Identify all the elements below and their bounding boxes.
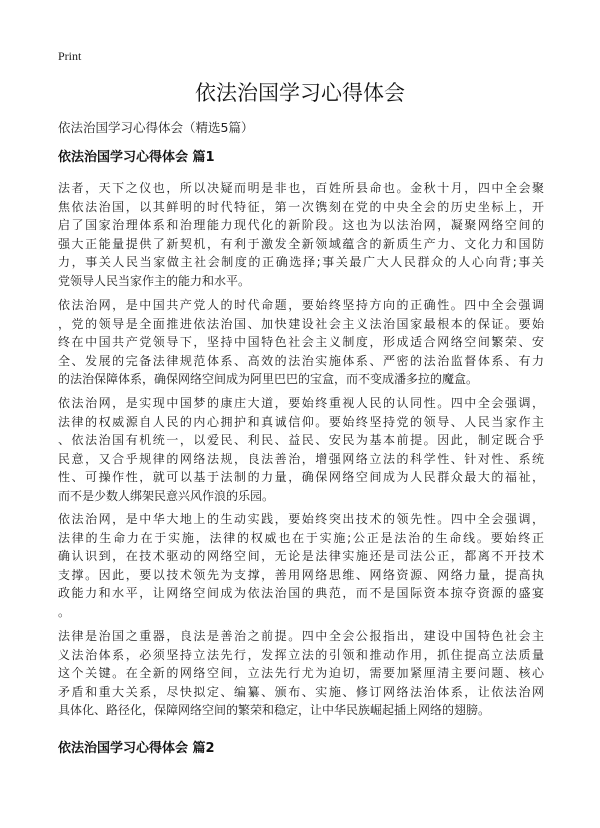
text-line: 确认识到，在技术驱动的网络空间，无论是法律实施还是司法公正，都离不开技术	[58, 549, 544, 563]
text-line: 这个关键。在全新的网络空间，立法先行尤为迫切，需要加紧厘清主要问题、核心	[58, 666, 544, 680]
text-line: 支撑。因此，要以技术领先为支撑，善用网络思维、网络资源、网络力量，提高执	[58, 567, 544, 582]
text-line: 启了国家治理体系和治理能力现代化的新阶段。这也为以法治网，凝聚网络空间的	[58, 218, 544, 232]
section-heading-1: 依法治国学习心得体会 篇1	[58, 150, 215, 165]
paragraph-1	[58, 179, 544, 290]
text-line: 具体化、路径化，保障网络空间的繁荣和稳定，让中华民族崛起插上网络的翅膀。	[58, 703, 491, 717]
text-line: 力，事关人民当家做主社会制度的正确选择;事关最广大人民群众的人心向背;事关	[58, 255, 544, 269]
text-line: 法者，天下之仪也，所以决疑而明是非也，百姓所县命也。金秋十月，四中全会聚	[58, 181, 544, 195]
document-title: 依法治国学习心得体会	[195, 81, 405, 105]
text-line: 终在中国共产党领导下，坚持中国特色社会主义制度，形成适合网络空间繁荣、安	[58, 335, 544, 349]
text-line: 法律的权威源自人民的内心拥护和真诚信仰。要始终坚持党的领导、人民当家作主	[58, 414, 544, 429]
text-line: 全、发展的完备法律规范体系、高效的法治实施体系、严密的法治监督体系、有力	[58, 353, 544, 368]
text-line: 。	[58, 604, 71, 619]
text-line: 依法治网，是中国共产党人的时代命题，要始终坚持方向的正确性。四中全会强调	[58, 298, 544, 312]
text-line: 法律是治国之重器，良法是善治之前提。四中全会公报指出，建设中国特色社会主	[58, 629, 544, 643]
text-line: 党领导人民当家作主的能力和水平。	[58, 273, 251, 288]
text-line: 的法治保障体系，确保网络空间成为阿里巴巴的宝盒，而不变成潘多拉的魔盒。	[58, 372, 479, 386]
text-line: ，党的领导是全面推进依法治国、加快建设社会主义法治国家最根本的保证。要始	[58, 316, 544, 331]
print-link[interactable]: Print	[58, 49, 82, 63]
text-line: 依法治网，是中华大地上的生动实践，要始终突出技术的领先性。四中全会强调，	[58, 512, 544, 526]
text-line: 义法治体系，必须坚持立法先行，发挥立法的引领和推动作用，抓住提高立法质量	[58, 647, 544, 662]
section-heading-2: 依法治国学习心得体会 篇2	[58, 741, 215, 756]
text-line: 政能力和水平，让网络空间成为依法治国的典范，而不是国际资本掠夺资源的盛宴	[58, 586, 544, 600]
paragraph-4	[58, 510, 544, 621]
text-line: 而不是少数人绑架民意兴风作浪的乐园。	[58, 488, 275, 503]
text-line: 、依法治国有机统一，以爱民、利民、益民、安民为基本前提。因此，制定既合乎	[58, 433, 544, 447]
text-line: 强大正能量提供了新契机，有利于激发全新领域蕴含的新质生产力、文化力和国防	[58, 236, 544, 251]
text-line: 依法治网，是实现中国梦的康庄大道，要始终重视人民的认同性。四中全会强调，	[58, 396, 544, 410]
text-line: 民意，又合乎规律的网络法规，良法善治，增强网络立法的科学性、针对性、系统	[58, 451, 544, 466]
document-subtitle: 依法治国学习心得体会（精选5篇）	[58, 120, 254, 135]
text-line: 法律的生命力在于实施，法律的权威也在于实施;公正是法治的生命线。要始终正	[58, 530, 544, 545]
text-line: 矛盾和重大关系，尽快拟定、编纂、颁布、实施、修订网络法治体系，让依法治网	[58, 684, 544, 699]
paragraph-2	[58, 296, 544, 389]
text-line: 焦依法治国，以其鲜明的时代特征，第一次镌刻在党的中央全会的历史坐标上，开	[58, 199, 544, 214]
text-line: 性、可操作性，就可以基于法制的力量，确保网络空间成为人民群众最大的福祉，	[58, 470, 544, 484]
paragraph-5	[58, 627, 544, 720]
paragraph-3	[58, 394, 544, 505]
